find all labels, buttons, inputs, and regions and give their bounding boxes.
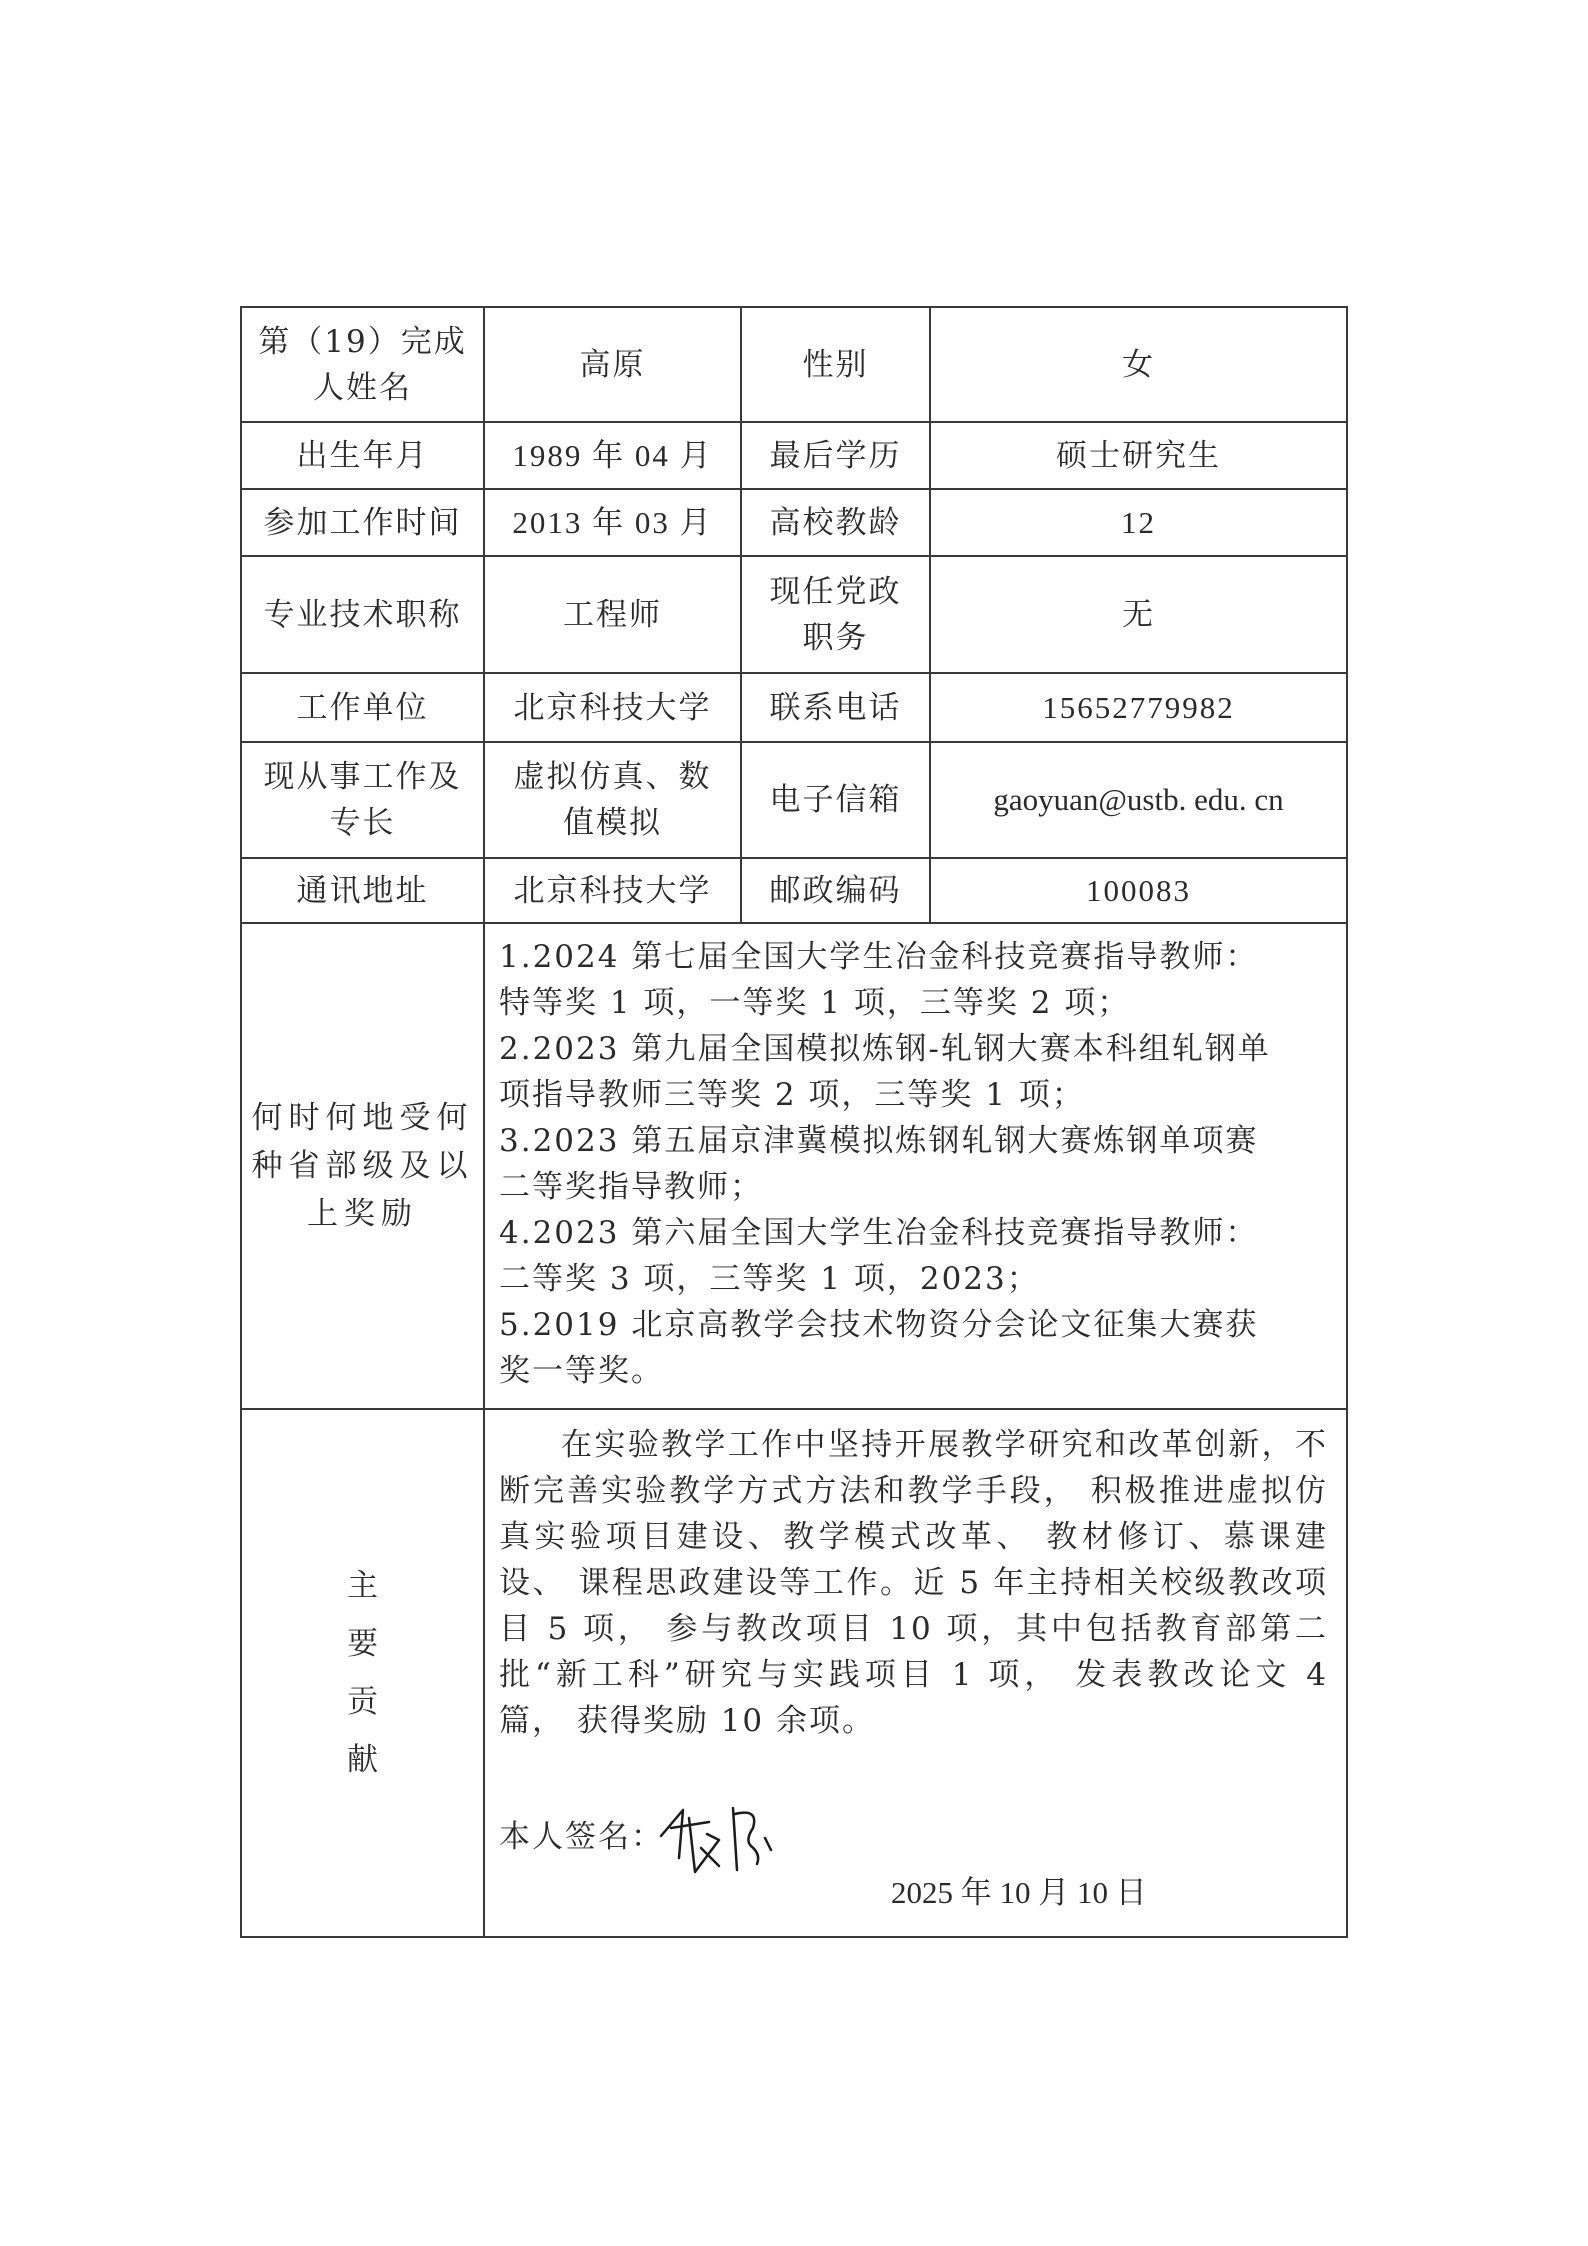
award-line: 1.2024 第七届全国大学生冶金科技竞赛指导教师：	[499, 939, 1259, 975]
table-row-work-start	[241, 489, 1347, 556]
label-line: 人姓名	[313, 369, 412, 406]
handwritten-signature	[649, 1788, 799, 1878]
label-main-contribution	[241, 1409, 484, 1937]
label-line: 现任党政	[769, 573, 902, 610]
label-gender: 性别	[741, 307, 930, 422]
label-party-position	[741, 556, 930, 673]
label-postal-code: 邮政编码	[741, 858, 930, 923]
value-line: 虚拟仿真、数	[513, 759, 712, 795]
label-completer-name	[241, 307, 484, 422]
value-work-start: 2013 年 03 月	[484, 489, 741, 556]
label-char: 要	[347, 1626, 378, 1662]
award-line: 特等奖 1 项，一等奖 1 项，三等奖 2 项；	[499, 985, 1131, 1021]
label-education: 最后学历	[741, 422, 930, 489]
value-phone: 15652779982	[930, 673, 1347, 742]
award-line: 项指导教师三等奖 2 项，三等奖 1 项；	[499, 1077, 1085, 1113]
table-row-specialty	[241, 742, 1347, 858]
signature-label: 本人签名：	[499, 1819, 664, 1855]
value-email: gaoyuan@ustb. edu. cn	[930, 742, 1347, 858]
table-row-contribution	[241, 1409, 1347, 1937]
awards-list	[484, 923, 1347, 1409]
value-name: 高原	[484, 307, 741, 422]
label-address: 通讯地址	[241, 858, 484, 923]
value-employer: 北京科技大学	[484, 673, 741, 742]
signature-date: 2025 年 10 月 10 日	[891, 1875, 1147, 1910]
label-specialty	[241, 742, 484, 858]
value-professional-title: 工程师	[484, 556, 741, 673]
label-line: 专长	[329, 805, 396, 841]
label-line: 种省部级及以	[251, 1148, 474, 1184]
label-professional-title: 专业技术职称	[241, 556, 484, 673]
value-specialty	[484, 742, 741, 858]
award-line: 二等奖指导教师；	[499, 1169, 763, 1205]
value-education: 硕士研究生	[930, 422, 1347, 489]
personal-info-form-table	[240, 306, 1348, 1938]
label-line: 第（19）完成	[258, 323, 467, 360]
contribution-content	[484, 1409, 1347, 1937]
table-row-awards	[241, 923, 1347, 1409]
label-char: 献	[347, 1742, 378, 1778]
value-gender: 女	[930, 307, 1347, 422]
award-line: 5.2019 北京高教学会技术物资分会论文征集大赛获	[499, 1307, 1259, 1343]
value-birth-date: 1989 年 04 月	[484, 422, 741, 489]
table-row-title	[241, 556, 1347, 673]
label-char: 主	[347, 1568, 378, 1604]
label-line: 何时何地受何	[251, 1100, 474, 1136]
signature-row	[499, 1804, 1328, 1864]
contribution-text: 在实验教学工作中坚持开展教学研究和改革创新，不断完善实验教学方式方法和教学手段， 积极推进虚拟仿真实验项目建设、教学模式改革、 教材修订、慕课建设、 课程思政建设等工作。近 5 年主持相关校级教改项目 5 项， 参与教改项目 10 项，其中包括教育部第二批“新工科”研究与实践项目 1 项， 发表教改论文 4 篇， 获得奖励 10 余项。	[499, 1427, 1328, 1739]
table-row-name	[241, 307, 1347, 422]
table-row-address	[241, 858, 1347, 923]
table-row-birth	[241, 422, 1347, 489]
value-teaching-years: 12	[930, 489, 1347, 556]
label-line: 职务	[802, 619, 869, 656]
label-birth-date: 出生年月	[241, 422, 484, 489]
label-line: 现从事工作及	[263, 759, 462, 795]
label-char: 贡	[347, 1684, 378, 1720]
label-line: 上奖励	[307, 1196, 418, 1232]
table-row-employer	[241, 673, 1347, 742]
award-line: 4.2023 第六届全国大学生冶金科技竞赛指导教师：	[499, 1215, 1259, 1251]
label-email: 电子信箱	[741, 742, 930, 858]
label-phone: 联系电话	[741, 673, 930, 742]
award-line: 二等奖 3 项，三等奖 1 项，2023；	[499, 1261, 1040, 1297]
value-line: 值模拟	[563, 805, 662, 841]
award-line: 2.2023 第九届全国模拟炼钢-轧钢大赛本科组轧钢单	[499, 1031, 1271, 1067]
value-party-position: 无	[930, 556, 1347, 673]
label-teaching-years: 高校教龄	[741, 489, 930, 556]
value-address: 北京科技大学	[484, 858, 741, 923]
label-awards	[241, 923, 484, 1409]
label-work-start: 参加工作时间	[241, 489, 484, 556]
award-line: 3.2023 第五届京津冀模拟炼钢轧钢大赛炼钢单项赛	[499, 1123, 1259, 1159]
award-line: 奖一等奖。	[499, 1353, 664, 1389]
label-employer: 工作单位	[241, 673, 484, 742]
value-postal-code: 100083	[930, 858, 1347, 923]
